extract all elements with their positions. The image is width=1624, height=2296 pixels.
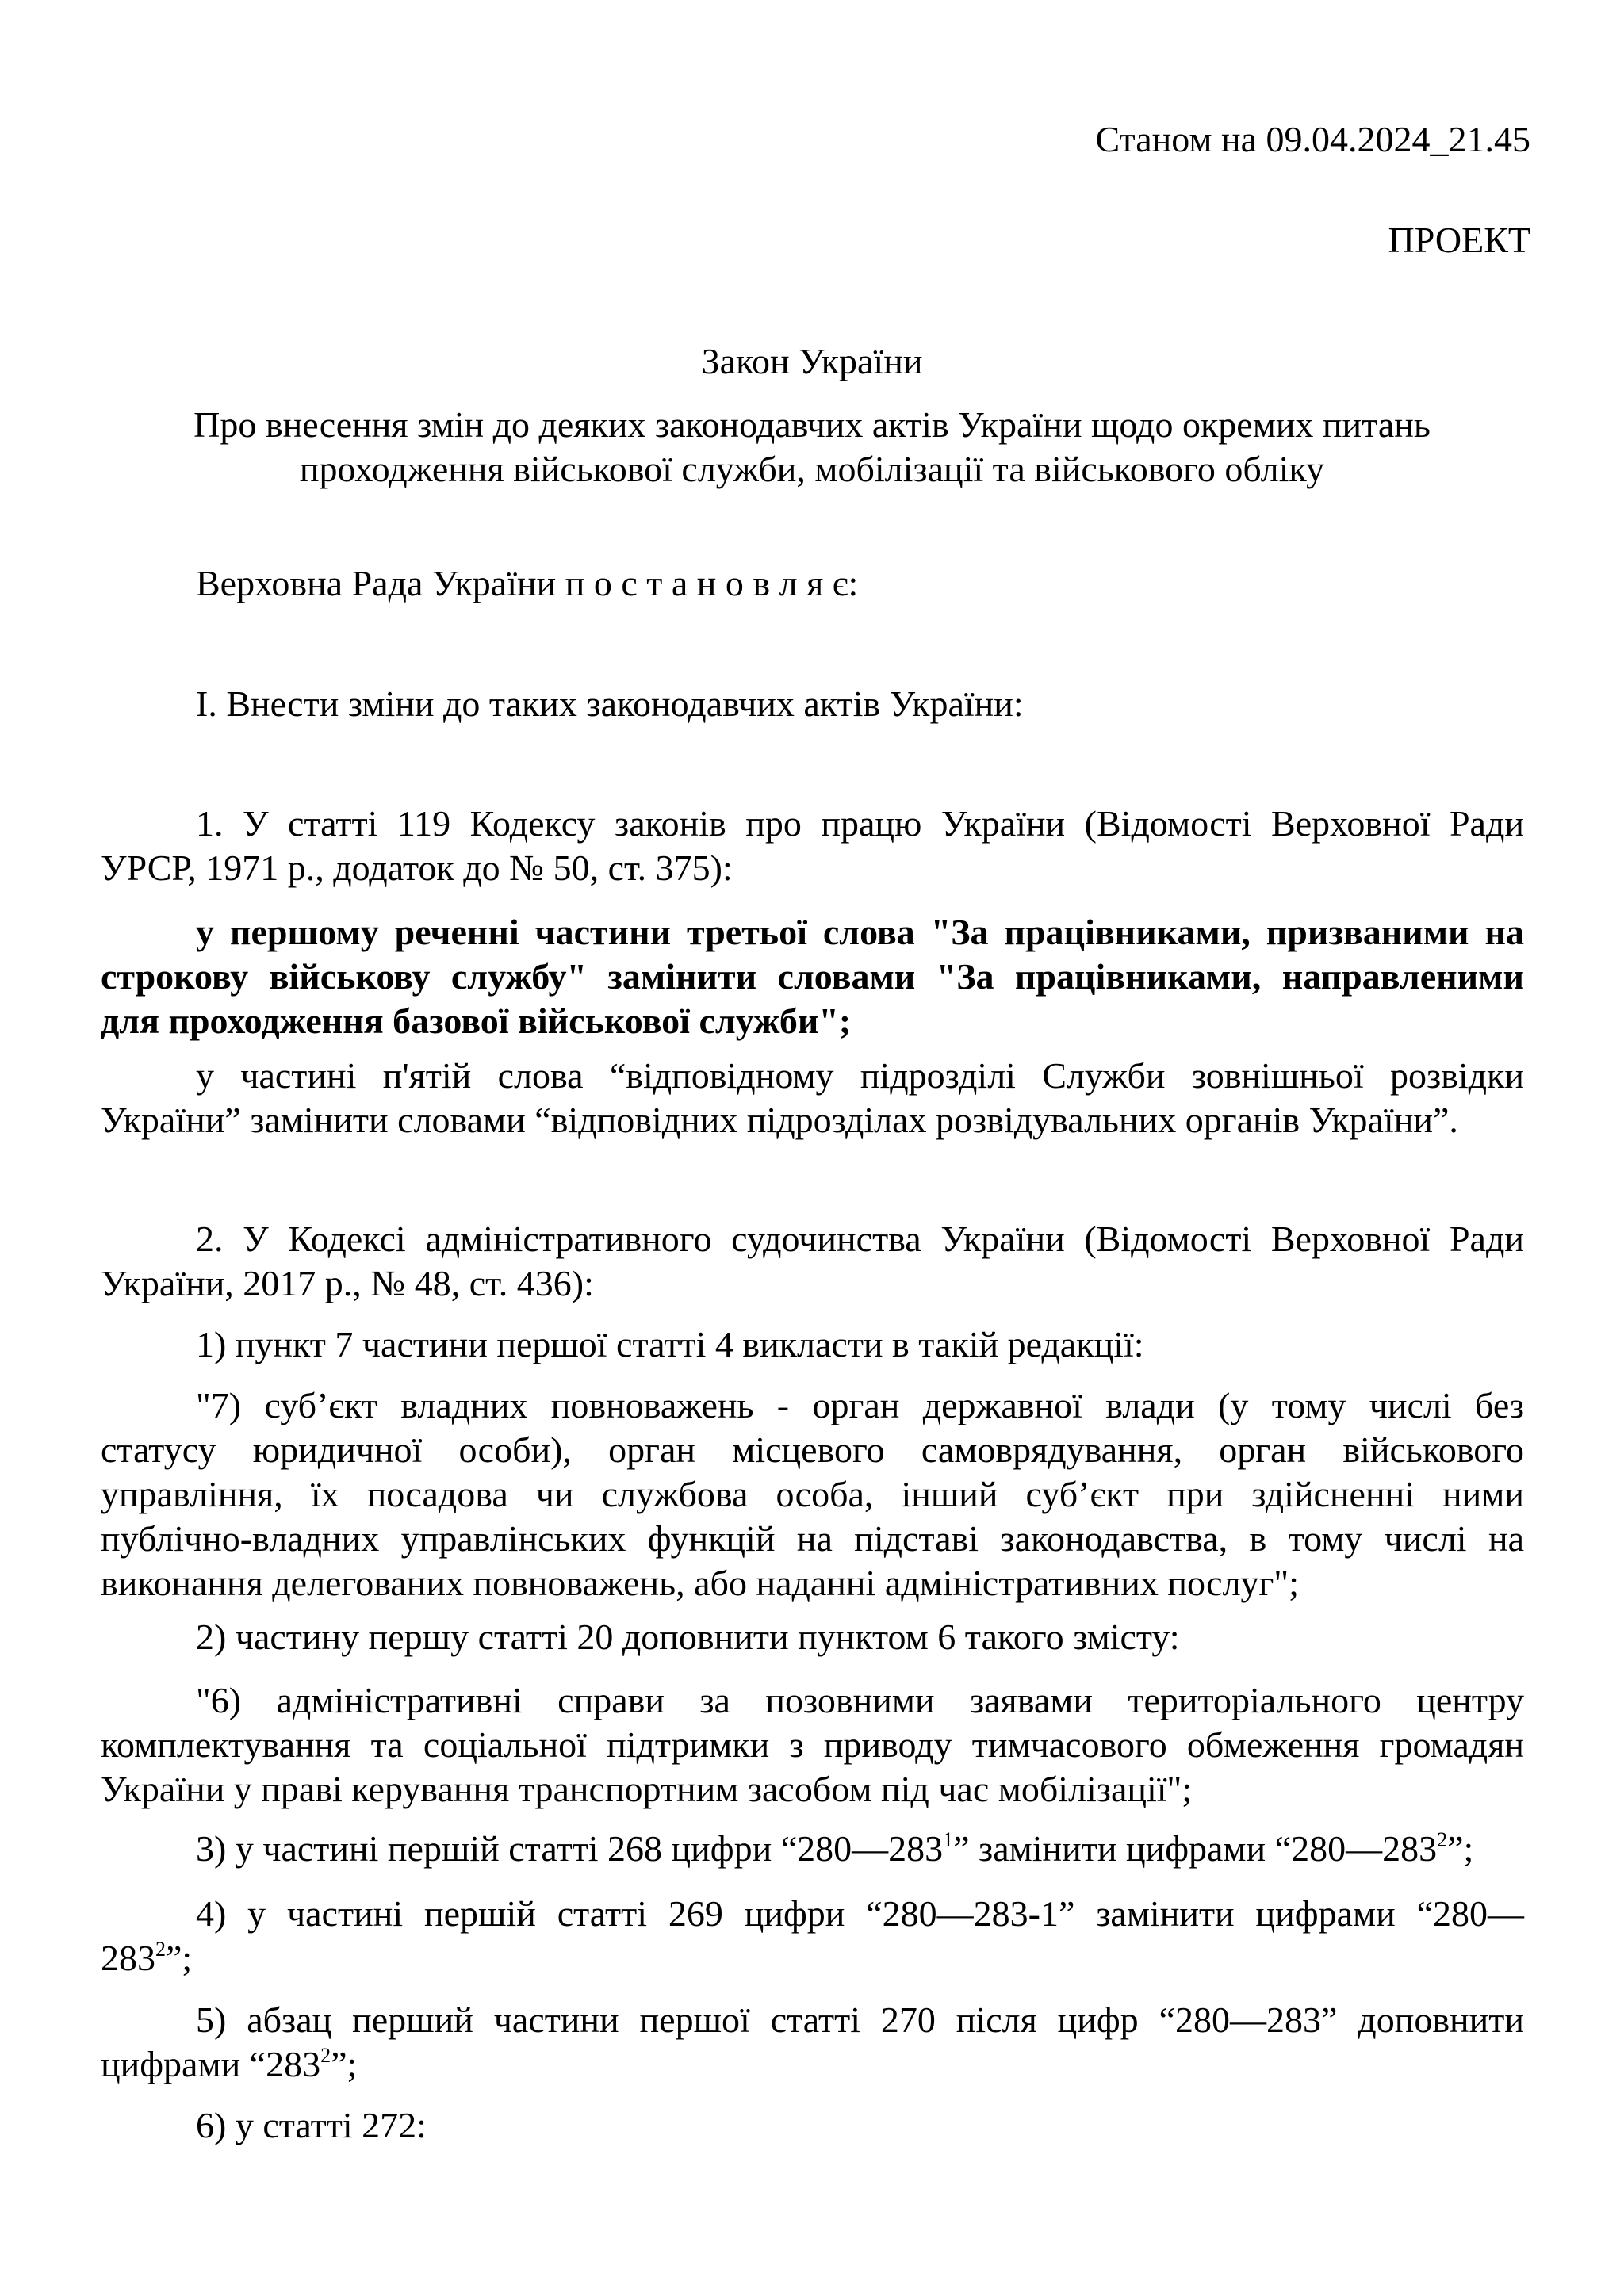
item-2-intro-line-1: 2. У Кодексі адміністративного судочинства України (Відомості Верховної Ради <box>196 1219 1524 1259</box>
item-1-amendment-2 <box>101 1054 1524 1142</box>
item-2-sub-4 <box>101 1892 1524 1980</box>
sub-3-superscript-1: 1 <box>943 1828 954 1851</box>
draft-label: ПРОЕКТ <box>1388 220 1530 260</box>
sub-5-part-a: цифрами “283 <box>101 2044 321 2084</box>
item-2-intro-line-2: України, 2017 р., № 48, ст. 436): <box>101 1263 594 1303</box>
sub-5-superscript: 2 <box>320 2044 331 2067</box>
sub-4-line-1: 4) у частині першій статті 269 цифри “280—283-1” замінити цифрами “280— <box>196 1893 1524 1934</box>
preamble <box>101 561 1524 606</box>
item-2-sub-1 <box>101 1322 1524 1367</box>
item-2-sub-5 <box>101 1998 1524 2087</box>
sub-5-part-b: ”; <box>331 2044 358 2084</box>
sub-4-part-a: 283 <box>101 1938 155 1978</box>
item-2-sub-3 <box>101 1827 1524 1871</box>
item-2-intro <box>101 1217 1524 1306</box>
sub-3-part-c: ”; <box>1447 1828 1474 1869</box>
item-1-intro <box>101 802 1524 890</box>
item-2-sub-1-text: 1) пункт 7 частини першої статті 4 викласти в такій редакції: <box>196 1324 1144 1364</box>
quote-7-line-2: статусу юридичної особи), орган місцевого самоврядування, орган військового <box>101 1429 1524 1470</box>
item-2-sub-6 <box>101 2103 1524 2148</box>
item-2-sub-2 <box>101 1615 1524 1659</box>
quote-7-line-4: публічно-владних управлінських функцій на підставі законодавства, в тому числі на <box>101 1518 1524 1559</box>
sub-3-superscript-2: 2 <box>1437 1828 1448 1851</box>
quote-7-line-3: управління, їх посадова чи службова особа, інший суб’єкт при здійсненні ними <box>101 1474 1524 1514</box>
sub-3-part-a: 3) у частині першій статті 268 цифри “280—283 <box>196 1828 944 1869</box>
item-2-sub-2-text: 2) частину першу статті 20 доповнити пунктом 6 такого змісту: <box>196 1617 1180 1657</box>
sub-4-part-b: ”; <box>166 1938 193 1978</box>
item-2-sub-3-text <box>101 1827 1524 1871</box>
item-1-p2-line-1: у частині п'ятій слова “відповідному підрозділі Служби зовнішньої розвідки <box>196 1055 1524 1096</box>
quote-6-line-2: комплектування та соціальної підтримки з приводу тимчасового обмеження громадян <box>101 1724 1524 1765</box>
section-heading <box>101 682 1524 726</box>
sub-4-line-2 <box>101 1936 1524 1980</box>
item-1-p2-line-2: України” замінити словами “відповідних підрозділах розвідувальних органів України”. <box>101 1100 1458 1140</box>
law-subtitle-line-1: Про внесення змін до деяких законодавчих актів України щодо окремих питань <box>193 404 1431 445</box>
sub-5-line-1: 5) абзац перший частини першої статті 270 після цифр “280—283” доповнити <box>196 1999 1524 2040</box>
item-2-sub-6-text: 6) у статті 272: <box>196 2105 427 2145</box>
item-1-bold-line-1: у першому реченні частини третьої слова "За працівниками, призваними на <box>196 912 1524 952</box>
quote-6-line-1: "6) адміністративні справи за позовними заявами територіального центру <box>196 1680 1524 1720</box>
law-title: Закон України <box>701 341 923 381</box>
quote-7-line-1: "7) суб’єкт владних повноважень - орган державної влади (у тому числі без <box>196 1385 1524 1425</box>
item-1-intro-line-1: 1. У статті 119 Кодексу законів про працю України (Відомості Верховної Ради <box>196 803 1524 844</box>
item-1-amendment-bold <box>101 910 1524 1043</box>
item-1-bold-line-2: строкову військову службу" замінити словами "За працівниками, направленими <box>101 956 1524 997</box>
item-2-quote-6 <box>101 1678 1524 1812</box>
item-2-quote-7 <box>101 1383 1524 1605</box>
sub-5-line-2 <box>101 2042 1524 2087</box>
section-heading-text: І. Внести зміни до таких законодавчих актів України: <box>196 683 1024 724</box>
sub-4-superscript: 2 <box>155 1938 166 1961</box>
sub-3-part-b: ” замінити цифрами “280—283 <box>953 1828 1438 1869</box>
item-1-intro-line-2: УРСР, 1971 р., додаток до № 50, ст. 375): <box>101 848 733 888</box>
quote-6-line-3: України у праві керування транспортним засобом під час мобілізації"; <box>101 1769 1193 1809</box>
item-1-bold-line-3: для проходження базової військової служби"; <box>101 1001 852 1041</box>
date-stamp: Станом на 09.04.2024_21.45 <box>1095 119 1530 159</box>
law-subtitle-line-2: проходження військової служби, мобілізації та військового обліку <box>299 449 1325 489</box>
quote-7-line-5: виконання делегованих повноважень, або наданні адміністративних послуг"; <box>101 1563 1299 1603</box>
preamble-text: Верховна Рада України п о с т а н о в л я є: <box>196 563 859 603</box>
